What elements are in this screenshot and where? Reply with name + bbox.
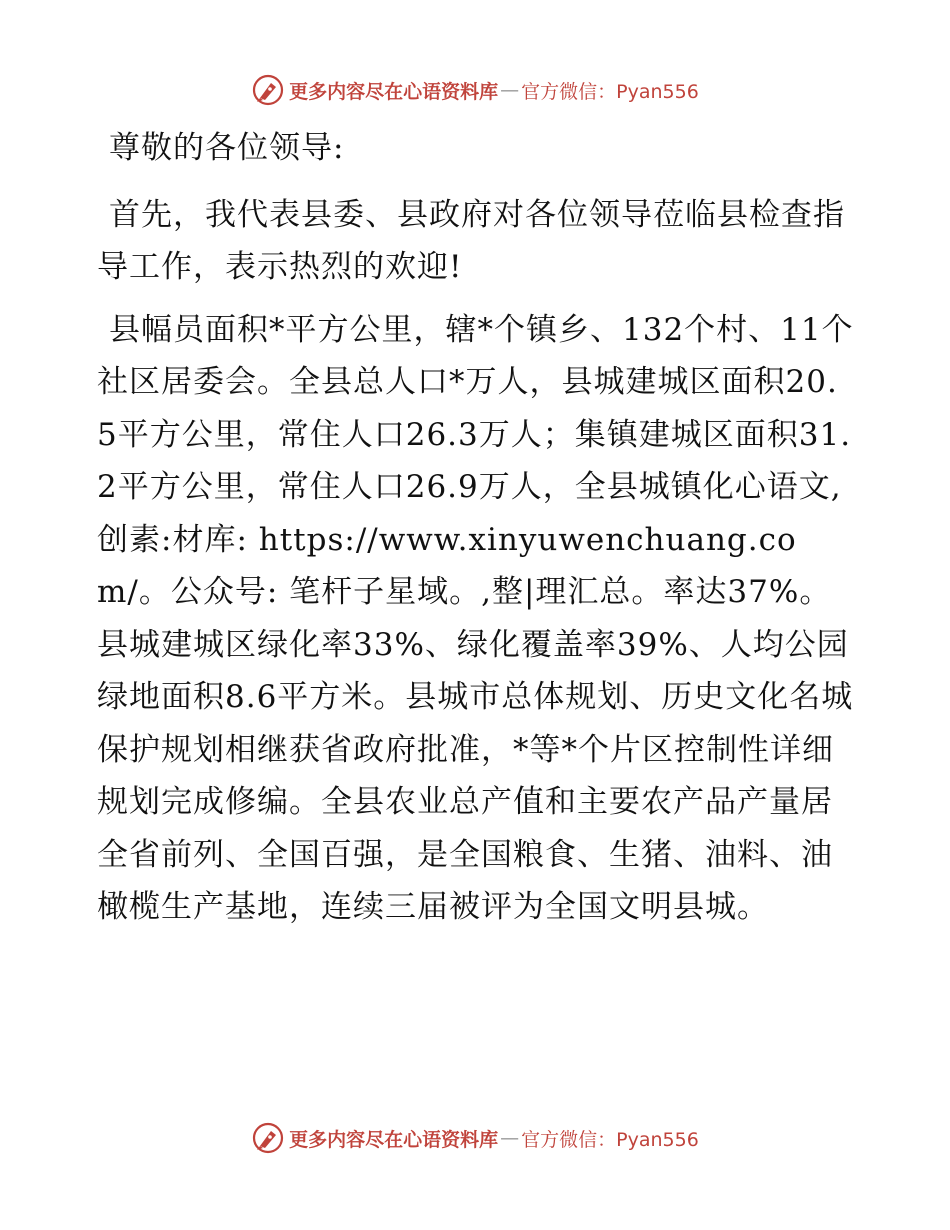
header-watermark-banner (0, 70, 950, 110)
banner-dash: — (500, 1127, 520, 1149)
banner-dash: — (500, 79, 520, 101)
footer-watermark-banner (0, 1118, 950, 1158)
paragraph-welcome: 首先，我代表县委、县政府对各位领导莅临县检查指导工作，表示热烈的欢迎! (97, 196, 845, 285)
banner-wechat: 官方微信：Pyan556 (521, 80, 699, 103)
document-body (97, 122, 857, 944)
pen-nib-logo-icon (251, 73, 285, 107)
paragraph-county-overview: 县幅员面积*平方公里，辖*个镇乡、132个村、11个社区居委会。全县总人口*万人，县城建城区面积20.5平方公里，常住人口26.3万人；集镇建城区面积31.2平方公里，常住人口26.9万人，全县城镇化心语文,创素:材库: https://www.xinyuwenchuang.com/。公众号: 笔杆子星域。,整|理汇总。率达37%。县城建城区绿化率33%、绿化覆盖率39%、人均公园绿地面积8.6平方米。县城市总体规划、历史文化名城保护规划相继获省政府批准，*等*个片区控制性详细规划完成修编。全县农业总产值和主要农产品产量居全省前列、全国百强，是全国粮食、生猪、油料、油橄榄生产基地，连续三届被评为全国文明县城。 (97, 311, 854, 925)
greeting: 尊敬的各位领导: (109, 130, 345, 166)
banner-wechat: 官方微信：Pyan556 (521, 1128, 699, 1151)
pen-nib-logo-icon (251, 1121, 285, 1155)
banner-text: 更多内容尽在心语资料库 (289, 80, 499, 103)
banner-text: 更多内容尽在心语资料库 (289, 1128, 499, 1151)
